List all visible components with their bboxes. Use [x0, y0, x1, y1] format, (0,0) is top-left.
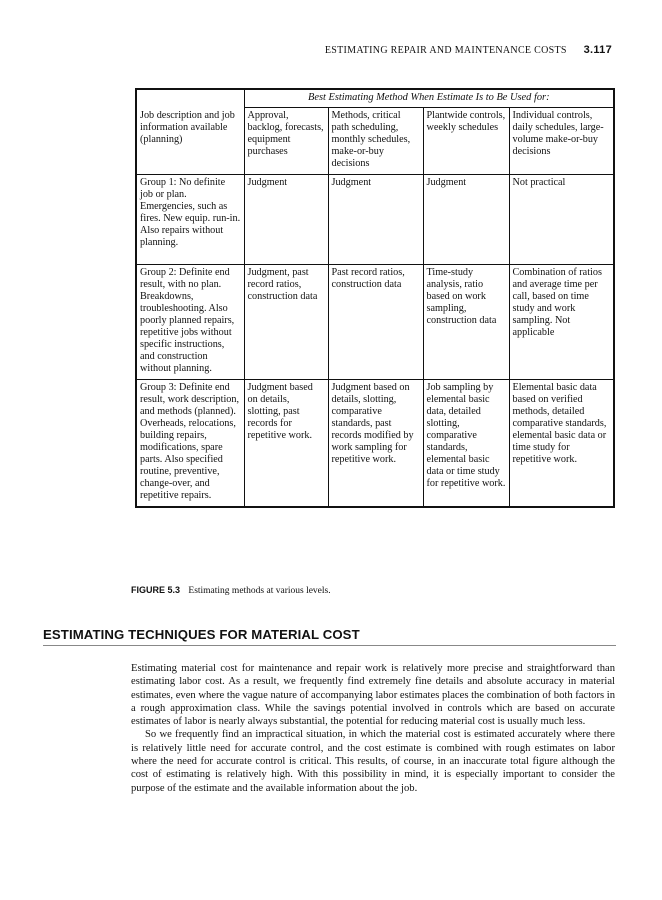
column-header: Individual controls, daily schedules, large-volume make-or-buy decisions: [509, 108, 614, 175]
table-cell: Judgment based on details, slotting, comparative standards, past records modified by work sampling for repetitive work.: [328, 380, 423, 508]
table-header-span: Best Estimating Method When Estimate Is to Be Used for:: [244, 89, 614, 108]
table-row: [136, 175, 614, 265]
table-cell: Judgment: [423, 175, 509, 265]
table-cell: Judgment: [244, 175, 328, 265]
row-group-label: Group 1: No definite job or plan. Emergencies, such as fires. New equip. run-in. Also repairs without planning.: [136, 175, 244, 265]
section-heading: ESTIMATING TECHNIQUES FOR MATERIAL COST: [43, 627, 360, 642]
figure-caption: [131, 585, 331, 596]
table-cell: Elemental basic data based on verified methods, detailed comparative standards, elemental basic data or time study for repetitive work.: [509, 380, 614, 508]
table-cell: Judgment: [328, 175, 423, 265]
row-group-label: Group 3: Definite end result, work description, and methods (planned). Overheads, relocations, building repairs, modifications, spare parts. Also specified routine, preventive, change-over, and repetitive repairs.: [136, 380, 244, 508]
running-head-title: ESTIMATING REPAIR AND MAINTENANCE COSTS: [324, 45, 567, 56]
table-column-header-row: [136, 108, 614, 175]
column-header: Job description and job information available (planning): [140, 109, 235, 145]
table-cell: Judgment, past record ratios, construction data: [244, 265, 328, 380]
estimating-methods-table: [135, 88, 615, 508]
figure-caption-text: Estimating methods at various levels.: [188, 586, 331, 596]
heading-rule: [43, 645, 616, 646]
table-row: [136, 380, 614, 508]
page-number: 3.117: [583, 44, 612, 56]
column-header: Plantwide controls, weekly schedules: [423, 108, 509, 175]
body-text: [131, 662, 615, 795]
table-corner-cell: [136, 89, 244, 108]
table-cell: Not practical: [509, 175, 614, 265]
row-group-label: Group 2: Definite end result, with no plan. Breakdowns, troubleshooting. Also poorly planned repairs, repetitive jobs without specific instructions, and construction without planning.: [136, 265, 244, 380]
table-cell: Past record ratios, construction data: [328, 265, 423, 380]
table-cell: Time-study analysis, ratio based on work sampling, construction data: [423, 265, 509, 380]
table-row: [136, 265, 614, 380]
table-cell: Job sampling by elemental basic data, detailed slotting, comparative standards, elemental basic data or time study for repetitive work.: [423, 380, 509, 508]
column-header: Approval, backlog, forecasts, equipment purchases: [244, 108, 328, 175]
figure-label: FIGURE 5.3: [131, 585, 181, 595]
paragraph: So we frequently find an impractical situation, in which the material cost is estimated accurately where there is relatively little need for accurate control, and the cost estimate is combined with rough estimates on labor where the need for accurate control is critical. This results, of course, in an inaccurate total figure although the cost of estimating is relatively high. With this possibility in mind, it is especially important to consider the purpose of the estimate and the available information about the job.: [131, 729, 615, 794]
paragraph: Estimating material cost for maintenance and repair work is relatively more precise and straightforward than estimating labor cost. As a result, we frequently find extremely fine details and absolute accuracy in material estimates, even where the vague nature of accompanying labor estimates places the combination of both factors in a rough approximation class. While the savings potential involved in controls which are based on accurate estimates of labor is nearly always substantial, the potential for reducing material cost is usually much less.: [131, 663, 615, 728]
table-cell: Combination of ratios and average time per call, based on time study and work sampling. Not applicable: [509, 265, 614, 380]
running-head: [325, 44, 612, 56]
column-header: Methods, critical path scheduling, monthly schedules, make-or-buy decisions: [328, 108, 423, 175]
table-cell: Judgment based on details, slotting, past records for repetitive work.: [244, 380, 328, 508]
